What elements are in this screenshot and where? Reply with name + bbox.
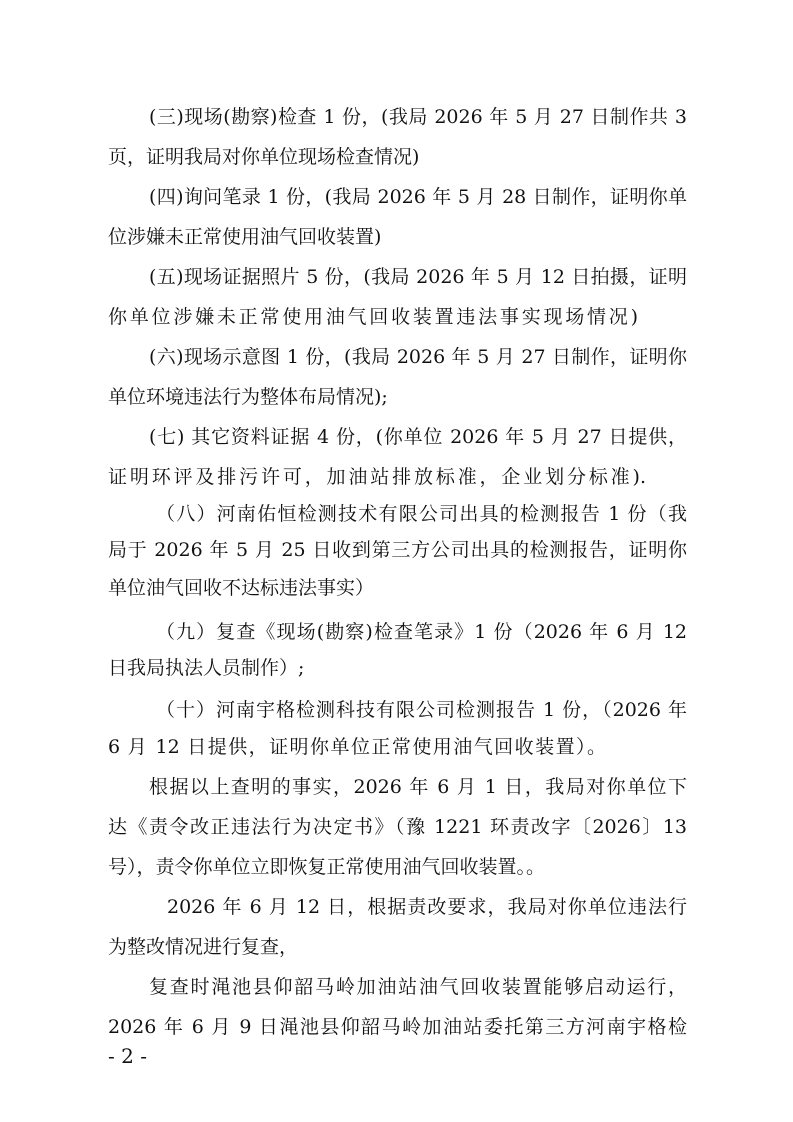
body-line: （十）河南宇格检测科技有限公司检测报告 1 份，（2026 年 — [156, 699, 687, 721]
body-line: 页，证明我局对你单位现场检查情况) — [108, 146, 420, 168]
body-line: 局于 2026 年 5 月 25 日收到第三方公司出具的检测报告，证明你 — [108, 539, 687, 561]
body-line: (四)询问笔录 1 份，(我局 2026 年 5 月 28 日制作，证明你单 — [149, 186, 687, 208]
body-line: (三)现场(勘察)检查 1 份，(我局 2026 年 5 月 27 日制作共 3 — [149, 106, 687, 128]
body-line: (七) 其它资料证据 4 份，(你单位 2026 年 5 月 27 日提供， — [149, 426, 687, 448]
body-line: (五)现场证据照片 5 份，(我局 2026 年 5 月 12 日拍摄，证明 — [149, 266, 687, 288]
body-line: 位涉嫌未正常使用油气回收装置) — [108, 226, 382, 248]
body-line: 证明环评及排污许可，加油站排放标准，企业划分标准). — [108, 466, 646, 488]
body-line: （八）河南佑恒检测技术有限公司出具的检测报告 1 份（我 — [156, 503, 687, 525]
body-line: 为整改情况进行复查， — [108, 936, 299, 958]
body-line: 达《责令改正违法行为决定书》（豫 1221 环责改字〔2026〕13 — [108, 816, 687, 838]
body-line: （九）复查《现场(勘察)检查笔录》1 份（2026 年 6 月 12 — [156, 621, 687, 643]
body-line: 单位环境违法行为整体布局情况); — [108, 386, 388, 408]
body-line: 6 月 12 日提供，证明你单位正常使用油气回收装置）。 — [108, 736, 606, 758]
body-line: 号），责令你单位立即恢复正常使用油气回收装置。。 — [108, 856, 546, 878]
body-line: 2026 年 6 月 9 日渑池县仰韶马岭加油站委托第三方河南宇格检 — [108, 1016, 687, 1038]
body-line: 单位油气回收不达标违法事实） — [108, 577, 375, 599]
body-line: 根据以上查明的事实，2026 年 6 月 1 日，我局对你单位下 — [149, 776, 687, 798]
body-line: 复查时渑池县仰韶马岭加油站油气回收装置能够启动运行， — [149, 976, 687, 998]
body-line: 2026 年 6 月 12 日，根据责改要求，我局对你单位违法行 — [167, 896, 687, 918]
body-line: 你单位涉嫌未正常使用油气回收装置违法事实现场情况) — [108, 306, 638, 328]
page-number: - 2 - — [108, 1044, 147, 1068]
body-line: 日我局执法人员制作）; — [108, 657, 305, 679]
body-line: (六)现场示意图 1 份，(我局 2026 年 5 月 27 日制作，证明你 — [149, 346, 687, 368]
